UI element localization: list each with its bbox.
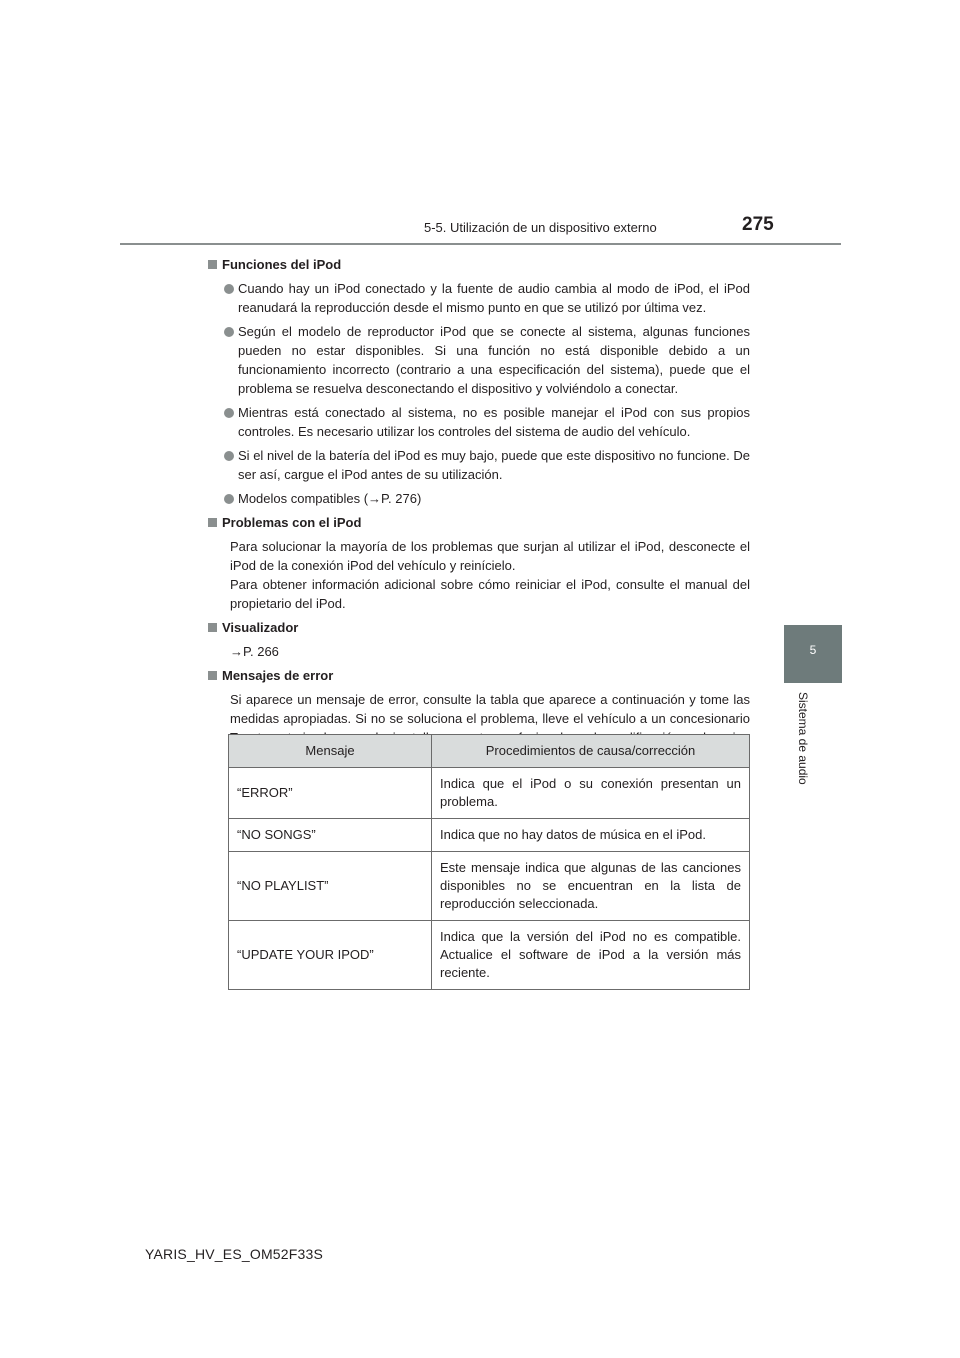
error-messages-table	[228, 734, 750, 990]
list-item-text: Mientras está conectado al sistema, no es posible manejar el iPod con sus propios controles. Es necesario utilizar los controles del sistema de audio del vehículo.	[238, 405, 750, 439]
page-content	[208, 255, 750, 771]
list-item	[208, 279, 750, 317]
list-item	[208, 489, 750, 508]
header-divider	[120, 243, 841, 245]
page-number: 275	[742, 214, 774, 235]
section-heading	[208, 513, 750, 532]
table-cell-message: “NO SONGS”	[229, 819, 432, 852]
square-bullet-icon	[208, 260, 217, 269]
chapter-number: 5	[809, 643, 817, 657]
list-item-text: Si el nivel de la batería del iPod es muy bajo, puede que este dispositivo no funcione. De ser así, cargue el iPod antes de su utilización.	[238, 448, 750, 482]
square-bullet-icon	[208, 518, 217, 527]
column-header-mensaje: Mensaje	[229, 735, 432, 768]
heading-text: Visualizador	[222, 620, 299, 635]
header-section-title: 5-5. Utilización de un dispositivo externo	[424, 220, 657, 235]
table-header-row	[229, 735, 750, 768]
circle-bullet-icon	[224, 327, 234, 337]
section-heading	[208, 666, 750, 685]
heading-text: Problemas con el iPod	[222, 515, 362, 530]
section-heading	[208, 618, 750, 637]
circle-bullet-icon	[224, 408, 234, 418]
circle-bullet-icon	[224, 494, 234, 504]
chapter-tab	[784, 625, 842, 683]
heading-text: Mensajes de error	[222, 668, 334, 683]
section-problemas	[208, 513, 750, 613]
section-heading	[208, 255, 750, 274]
table-row	[229, 768, 750, 819]
table-cell-description: Este mensaje indica que algunas de las canciones disponibles no se encuentran en la lista de reproducción seleccionada.	[432, 852, 750, 921]
paragraph: Para solucionar la mayoría de los problemas que surjan al utilizar el iPod, desconecte el iPod de la conexión iPod del vehículo y reinícielo.	[230, 539, 750, 573]
paragraph: Si aparece un mensaje de error, consulte la tabla que aparece a continuación y tome las medidas apropiadas. Si no se soluciona el problema, lleve el vehículo a un concesionario	[230, 692, 750, 726]
table-cell-description: Indica que el iPod o su conexión presentan un problema.	[432, 768, 750, 819]
square-bullet-icon	[208, 623, 217, 632]
document-code: YARIS_HV_ES_OM52F33S	[145, 1246, 324, 1262]
paragraph: Para obtener información adicional sobre cómo reiniciar el iPod, consulte el manual del propietario del iPod.	[230, 577, 750, 611]
section-funciones	[208, 255, 750, 508]
circle-bullet-icon	[224, 284, 234, 294]
circle-bullet-icon	[224, 451, 234, 461]
table-row	[229, 921, 750, 990]
table-cell-description: Indica que no hay datos de música en el iPod.	[432, 819, 750, 852]
heading-text: Funciones del iPod	[222, 257, 342, 272]
list-item-text: Cuando hay un iPod conectado y la fuente de audio cambia al modo de iPod, el iPod reanudará la reproducción desde el mismo punto en que se utilizó por última vez.	[238, 281, 750, 315]
list-item	[208, 322, 750, 398]
list-item	[208, 446, 750, 484]
list-item-text: Según el modelo de reproductor iPod que se conecte al sistema, algunas funciones pueden no estar disponibles. Si una función no está disponible debido a un funcionamiento incorrecto (contrario a una especificación del sistema), puede que el problema se resuelva desconectando el dispositivo y volviéndolo a conectar.	[238, 324, 750, 396]
square-bullet-icon	[208, 671, 217, 680]
section-visualizador	[208, 618, 750, 661]
chapter-label: Sistema de audio	[796, 692, 810, 785]
table-cell-message: “NO PLAYLIST”	[229, 852, 432, 921]
table-cell-description: Indica que la versión del iPod no es compatible. Actualice el software de iPod a la versión más reciente.	[432, 921, 750, 990]
table-cell-message: “UPDATE YOUR IPOD”	[229, 921, 432, 990]
column-header-procedimientos: Procedimientos de causa/corrección	[432, 735, 750, 768]
list-item-text: Modelos compatibles (→P. 276)	[238, 491, 422, 506]
list-item	[208, 403, 750, 441]
table-row	[229, 819, 750, 852]
table-row	[229, 852, 750, 921]
table-cell-message: “ERROR”	[229, 768, 432, 819]
page-reference-link[interactable]: →P. 266	[230, 644, 279, 659]
